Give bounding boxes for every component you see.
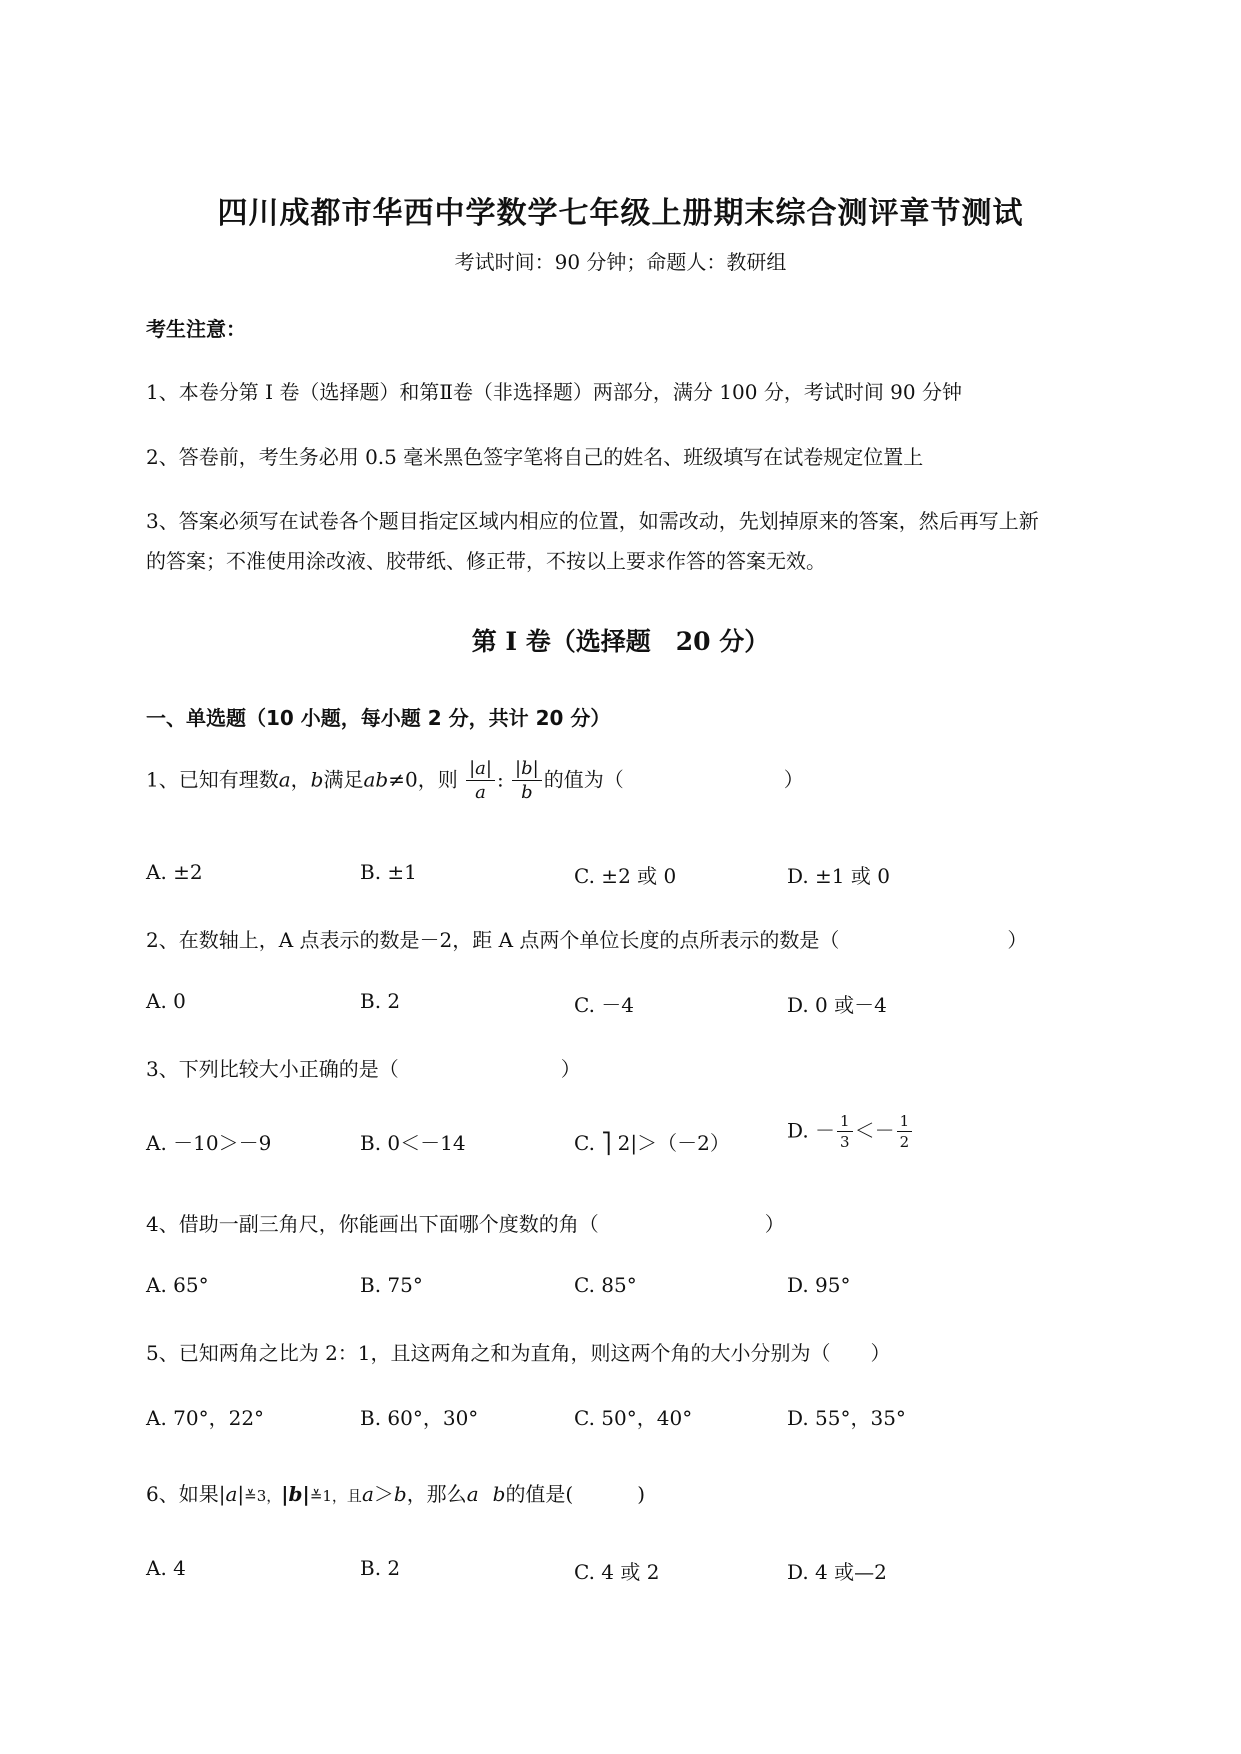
question-4-stem <box>146 1208 785 1237</box>
q2-option-a[interactable]: A. 0 <box>146 989 186 1013</box>
q4-option-a[interactable]: A. 65° <box>146 1273 209 1297</box>
q1-frac-a-num: |a| <box>466 760 495 781</box>
q6-option-a[interactable]: A. 4 <box>146 1556 186 1580</box>
q4-option-d[interactable]: D. 95° <box>787 1273 851 1297</box>
q2-paren: ） <box>1007 928 1028 952</box>
q6-text: 的值是( <box>505 1482 574 1506</box>
frac-den: 3 <box>840 1133 850 1151</box>
section-title: 第 I 卷（选择题 20 分） <box>471 627 770 656</box>
q6-var-b: b <box>492 1482 506 1506</box>
q6-abs-a: |a| <box>218 1482 245 1506</box>
question-3-stem <box>146 1053 581 1082</box>
q6-text: 6、如果 <box>146 1482 219 1506</box>
q6-eq-3: ≚3， <box>244 1487 282 1505</box>
q6-text: ，那么 <box>406 1482 467 1506</box>
q1-option-a[interactable]: A. ±2 <box>146 860 203 884</box>
q1-var-b: b <box>310 767 324 792</box>
q6-paren: ) <box>637 1482 646 1506</box>
question-6-stem <box>146 1478 645 1507</box>
q5-option-c[interactable]: C. 50°，40° <box>574 1406 693 1430</box>
q1-fraction-b <box>512 760 542 802</box>
q3-d-label: D. － <box>787 1118 836 1143</box>
q1-option-c[interactable]: C. ±2 或 0 <box>574 864 677 888</box>
notice-heading: 考生注意： <box>146 317 246 341</box>
q6-var-a: a <box>466 1482 479 1506</box>
q3-option-a[interactable]: A. －10＞－9 <box>146 1131 272 1155</box>
q1-text: 1、已知有理数 <box>146 767 279 792</box>
q6-option-c[interactable]: C. 4 或 2 <box>574 1560 660 1584</box>
q1-var-a: a <box>278 767 291 792</box>
q4-text: 4、借助一副三角尺，你能画出下面哪个度数的角（ <box>146 1212 599 1236</box>
question-1-stem <box>146 760 804 802</box>
q2-text: 2、在数轴上，A 点表示的数是－2，距 A 点两个单位长度的点所表示的数是（ <box>146 928 840 952</box>
q1-text: 的值为（ <box>543 767 624 792</box>
q4-option-b[interactable]: B. 75° <box>360 1273 423 1297</box>
q6-option-d[interactable]: D. 4 或—2 <box>787 1560 887 1584</box>
q2-option-b[interactable]: B. 2 <box>360 989 401 1013</box>
question-2-stem <box>146 924 1027 953</box>
q1-comma: ， <box>290 767 311 792</box>
q3-d-fraction-1 <box>837 1114 853 1150</box>
q1-colon: : <box>496 767 504 792</box>
q3-d-lt: ＜－ <box>854 1118 895 1143</box>
q1-paren: ） <box>783 767 804 792</box>
q6-option-b[interactable]: B. 2 <box>360 1556 401 1580</box>
q4-paren: ） <box>764 1212 785 1236</box>
q5-option-b[interactable]: B. 60°，30° <box>360 1406 479 1430</box>
q6-var-b: b <box>393 1482 407 1506</box>
q1-option-b[interactable]: B. ±1 <box>360 860 417 884</box>
q5-paren: ） <box>870 1341 891 1365</box>
exam-subtitle: 考试时间：90 分钟；命题人：教研组 <box>454 250 787 274</box>
q6-eq-1: ≚1，且 <box>309 1487 362 1505</box>
q3-paren: ） <box>560 1057 581 1081</box>
q4-option-c[interactable]: C. 85° <box>574 1273 637 1297</box>
q3-option-b[interactable]: B. 0＜－14 <box>360 1131 466 1155</box>
frac-num: 1 <box>837 1114 853 1132</box>
frac-num: 1 <box>897 1114 913 1132</box>
notice-item-2: 2、答卷前，考生务必用 0.5 毫米黑色签字笔将自己的姓名、班级填写在试卷规定位置上 <box>146 445 924 469</box>
q3-text: 3、下列比较大小正确的是（ <box>146 1057 399 1081</box>
q5-option-a[interactable]: A. 70°，22° <box>146 1406 265 1430</box>
q3-option-d[interactable] <box>787 1114 914 1150</box>
q1-frac-b-num: |b| <box>512 760 542 781</box>
exam-title: 四川成都市华西中学数学七年级上册期末综合测评章节测试 <box>217 196 1024 231</box>
part-heading: 一、单选题（10 小题，每小题 2 分，共计 20 分） <box>146 706 611 730</box>
q2-option-d[interactable]: D. 0 或－4 <box>787 993 887 1017</box>
q3-d-fraction-2 <box>897 1114 913 1150</box>
q1-var-ab: ab <box>363 767 389 792</box>
q1-frac-b-den: b <box>521 782 533 803</box>
q1-fraction-a <box>466 760 495 802</box>
q2-option-c[interactable]: C. －4 <box>574 993 635 1017</box>
notice-item-3-continued: 的答案；不准使用涂改液、胶带纸、修正带，不按以上要求作答的答案无效。 <box>146 549 826 573</box>
q1-frac-a-den: a <box>475 782 486 803</box>
q6-abs-b: |b| <box>281 1482 310 1506</box>
q1-option-d[interactable]: D. ±1 或 0 <box>787 864 890 888</box>
frac-den: 2 <box>899 1133 910 1151</box>
q1-text: 满足 <box>323 767 364 792</box>
question-5-stem <box>146 1337 891 1366</box>
q5-text: 5、已知两角之比为 2：1，且这两角之和为直角，则这两个角的大小分别为（ <box>146 1341 831 1365</box>
q6-gt: ＞ <box>373 1482 394 1506</box>
q5-option-d[interactable]: D. 55°，35° <box>787 1406 906 1430</box>
q6-var-a: a <box>361 1482 374 1506</box>
notice-item-1: 1、本卷分第 I 卷（选择题）和第Ⅱ卷（非选择题）两部分，满分 100 分，考试时间 90 分钟 <box>146 380 962 404</box>
q3-option-c[interactable]: C. ⎤ 2|＞（－2） <box>574 1131 730 1155</box>
notice-item-3: 3、答案必须写在试卷各个题目指定区域内相应的位置，如需改动，先划掉原来的答案，然后再写上新 <box>146 509 1039 533</box>
q1-text: ≠0，则 <box>388 767 458 792</box>
